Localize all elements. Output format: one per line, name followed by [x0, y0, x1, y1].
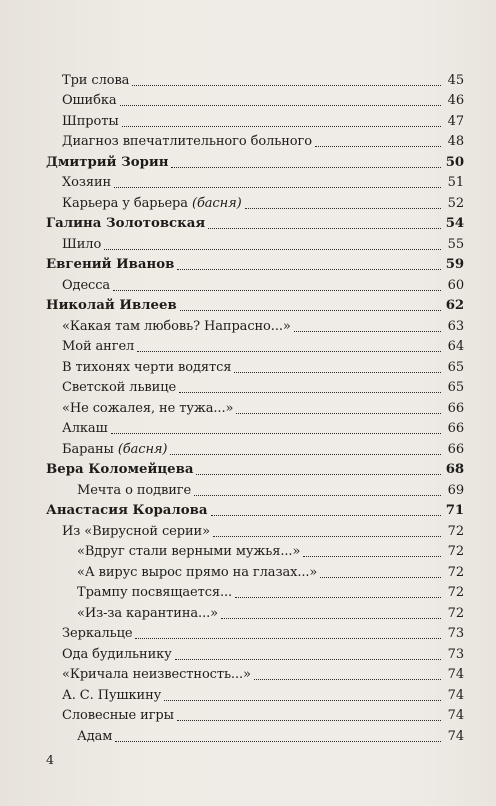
toc-entry-title	[62, 194, 242, 214]
toc-entry-title	[62, 624, 132, 644]
toc-entry-title	[77, 604, 218, 624]
toc-entry-title	[46, 501, 208, 521]
toc-entry-title	[77, 583, 232, 603]
toc-author-entry	[46, 296, 464, 317]
toc-entry-title	[62, 686, 161, 706]
toc-entry-title	[62, 358, 231, 378]
toc-entry-page: 65	[447, 359, 464, 375]
toc-entry-page: 62	[445, 298, 464, 313]
toc-entry-title-text: Ошибка	[62, 93, 117, 108]
toc-entry-title-text: В тихонях черти водятся	[62, 359, 232, 375]
toc-entry-title	[62, 399, 233, 419]
toc-entry-page: 60	[447, 277, 464, 293]
dot-leader	[235, 597, 441, 598]
dot-leader	[194, 495, 441, 496]
toc-work-entry	[46, 111, 464, 132]
toc-work-entry	[46, 173, 464, 194]
toc-entry-title	[77, 727, 112, 747]
toc-entry-page: 47	[447, 113, 464, 129]
toc-entry-title-text: Светской львице	[62, 380, 177, 395]
toc-entry-title	[62, 317, 291, 337]
toc-work-entry	[46, 132, 464, 153]
toc-entry-page: 51	[447, 175, 464, 190]
toc-entry-title	[46, 255, 174, 275]
dot-leader	[179, 392, 441, 393]
toc-entry-title-text: Из «Вирусной серии»	[62, 523, 210, 539]
toc-entry-title-text: «Вдруг стали верными мужья...»	[77, 544, 301, 559]
toc-entry-page: 66	[447, 441, 464, 457]
toc-work-entry	[46, 398, 464, 419]
toc-work-entry	[46, 70, 464, 91]
dot-leader	[177, 269, 441, 270]
toc-entry-page: 64	[447, 339, 464, 354]
toc-entry-title-text: Три слова	[62, 72, 130, 88]
toc-work-entry	[46, 275, 464, 296]
toc-entry-title	[62, 132, 312, 152]
toc-entry-title-text: Дмитрий Зорин	[46, 154, 169, 170]
toc-entry-title	[62, 91, 117, 111]
dot-leader	[245, 208, 441, 209]
toc-entry-title-text: Вера Коломейцева	[46, 462, 194, 477]
toc-entry-page: 72	[447, 585, 464, 600]
dot-leader	[104, 249, 441, 250]
toc-entry-title	[62, 706, 174, 726]
toc-work-entry	[46, 357, 464, 378]
toc-entry-title-text: Словесные игры	[62, 708, 174, 723]
toc-entry-title	[46, 460, 193, 480]
toc-entry-title	[77, 563, 317, 583]
page-number: 4	[46, 752, 54, 767]
dot-leader	[120, 105, 441, 106]
toc-work-entry	[46, 480, 464, 501]
toc-entry-title-text: «Кричала неизвестность...»	[62, 667, 251, 682]
toc-entry-title-text: Алкаш	[62, 421, 108, 436]
dot-leader	[137, 351, 441, 352]
toc-author-entry	[46, 255, 464, 276]
toc-entry-title-text: «Какая там любовь? Напрасно...»	[62, 318, 291, 334]
toc-entry-title-text: Диагноз впечатлительного больного	[62, 134, 312, 149]
toc-entry-title-text: Бараны	[62, 441, 118, 457]
toc-entry-page: 69	[447, 482, 464, 498]
toc-entry-title-text: «Из-за карантина...»	[77, 605, 218, 621]
toc-entry-title	[62, 645, 172, 665]
toc-entry-title-text: «А вирус вырос прямо на глазах...»	[77, 564, 318, 580]
toc-work-entry	[46, 562, 464, 583]
toc-work-entry	[46, 337, 464, 358]
toc-entry-title-text: Евгений Иванов	[46, 257, 175, 272]
toc-work-entry	[46, 665, 464, 686]
toc-entry-page: 72	[447, 544, 464, 559]
toc-entry-page: 74	[447, 708, 464, 723]
table-of-contents	[46, 70, 464, 747]
toc-entry-title	[62, 235, 101, 255]
dot-leader	[111, 433, 441, 434]
toc-author-entry	[46, 501, 464, 522]
toc-entry-title-text: Трампу посвящается...	[77, 585, 233, 600]
toc-work-entry	[46, 378, 464, 399]
toc-entry-title-text: Мечта о подвиге	[77, 482, 192, 498]
toc-entry-page: 66	[447, 421, 464, 436]
dot-leader	[164, 700, 441, 701]
toc-work-entry	[46, 685, 464, 706]
dot-leader	[180, 310, 441, 311]
toc-entry-page: 73	[447, 626, 464, 641]
toc-entry-title	[62, 276, 110, 296]
toc-entry-page: 52	[447, 195, 464, 211]
dot-leader	[115, 741, 441, 742]
dot-leader	[234, 372, 441, 373]
toc-work-entry	[46, 603, 464, 624]
toc-entry-title-text: Ода будильнику	[62, 646, 172, 662]
toc-entry-page: 65	[447, 380, 464, 395]
toc-entry-page: 66	[447, 400, 464, 416]
dot-leader	[294, 331, 441, 332]
toc-entry-title	[62, 665, 251, 685]
toc-entry-title	[46, 214, 205, 234]
dot-leader	[196, 474, 441, 475]
toc-entry-title	[46, 153, 168, 173]
toc-work-entry	[46, 726, 464, 747]
toc-work-entry	[46, 419, 464, 440]
toc-entry-title-text: Карьера у барьера	[62, 195, 192, 211]
dot-leader	[315, 146, 441, 147]
dot-leader	[177, 720, 441, 721]
toc-author-entry	[46, 214, 464, 235]
toc-work-entry	[46, 542, 464, 563]
dot-leader	[236, 413, 441, 414]
dot-leader	[320, 577, 441, 578]
toc-entry-page: 72	[447, 605, 464, 621]
toc-author-entry	[46, 152, 464, 173]
toc-entry-page: 72	[447, 564, 464, 580]
dot-leader	[254, 679, 441, 680]
toc-entry-page: 68	[445, 462, 464, 477]
toc-work-entry	[46, 91, 464, 112]
dot-leader	[213, 536, 441, 537]
dot-leader	[171, 167, 441, 168]
toc-work-entry	[46, 316, 464, 337]
dot-leader	[135, 638, 441, 639]
toc-entry-page: 59	[445, 257, 464, 272]
toc-work-entry	[46, 644, 464, 665]
toc-entry-page: 55	[447, 236, 464, 252]
toc-entry-title-text: А. С. Пушкину	[62, 687, 162, 703]
toc-entry-title-text: Зеркальце	[62, 626, 133, 641]
toc-entry-page: 74	[447, 667, 464, 682]
toc-entry-title	[62, 440, 167, 460]
toc-entry-title-text: «Не сожалея, не тужа...»	[62, 400, 234, 416]
toc-work-entry	[46, 234, 464, 255]
toc-entry-page: 74	[447, 728, 464, 744]
toc-entry-title-text: Николай Ивлеев	[46, 298, 177, 313]
dot-leader	[175, 659, 441, 660]
dot-leader	[170, 454, 441, 455]
toc-entry-title-text: Галина Золотовская	[46, 216, 206, 231]
toc-entry-title	[62, 337, 134, 357]
dot-leader	[211, 515, 441, 516]
toc-entry-title	[62, 173, 111, 193]
toc-entry-title-text: Хозяин	[62, 175, 112, 190]
toc-entry-genre-note: (басня)	[191, 195, 242, 211]
toc-work-entry	[46, 193, 464, 214]
toc-entry-title-text: Шпроты	[62, 113, 119, 129]
toc-entry-title	[62, 419, 108, 439]
toc-entry-title-text: Шило	[62, 236, 102, 252]
toc-work-entry	[46, 439, 464, 460]
toc-entry-title	[77, 481, 191, 501]
toc-entry-title	[46, 296, 177, 316]
toc-entry-page: 72	[447, 523, 464, 539]
toc-entry-page: 48	[447, 134, 464, 149]
dot-leader	[122, 126, 441, 127]
toc-entry-title	[77, 542, 300, 562]
toc-work-entry	[46, 521, 464, 542]
toc-work-entry	[46, 706, 464, 727]
toc-work-entry	[46, 583, 464, 604]
toc-entry-title	[62, 71, 129, 91]
toc-entry-title-text: Анастасия Коралова	[46, 503, 208, 518]
toc-entry-page: 74	[447, 687, 464, 703]
dot-leader	[221, 618, 441, 619]
dot-leader	[113, 290, 441, 291]
toc-entry-page: 45	[447, 72, 464, 88]
toc-author-entry	[46, 460, 464, 481]
toc-entry-page: 73	[447, 646, 464, 662]
dot-leader	[114, 187, 441, 188]
toc-entry-title-text: Одесса	[62, 277, 111, 293]
toc-work-entry	[46, 624, 464, 645]
toc-entry-page: 54	[445, 216, 464, 231]
toc-entry-genre-note: (басня)	[117, 441, 168, 457]
toc-entry-page: 71	[445, 503, 464, 518]
dot-leader	[208, 228, 441, 229]
toc-entry-title	[62, 112, 119, 132]
toc-entry-page: 63	[447, 318, 464, 334]
toc-entry-title	[62, 522, 210, 542]
toc-entry-page: 46	[447, 93, 464, 108]
toc-entry-title-text: Адам	[77, 728, 113, 744]
toc-entry-page: 50	[445, 154, 464, 170]
dot-leader	[303, 556, 441, 557]
toc-entry-title-text: Мой ангел	[62, 339, 135, 354]
toc-entry-title	[62, 378, 176, 398]
dot-leader	[132, 85, 441, 86]
